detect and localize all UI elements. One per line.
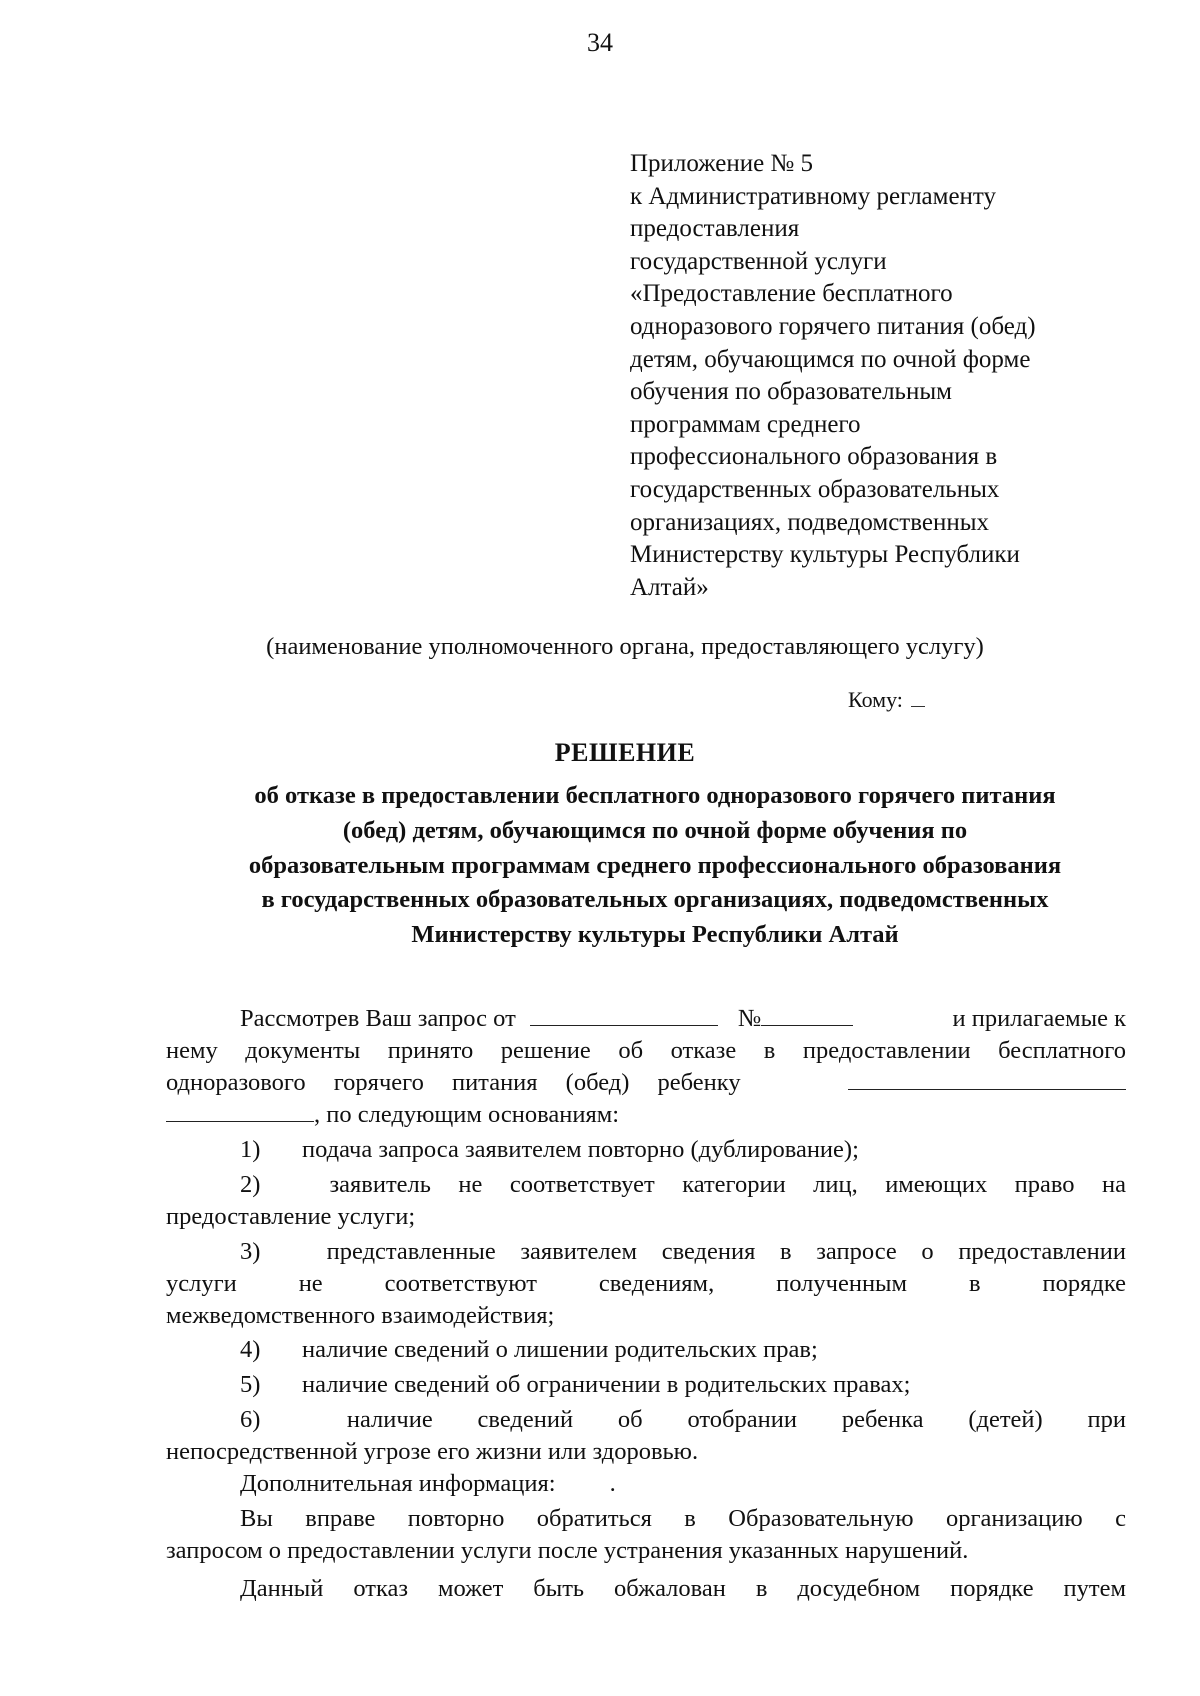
appendix-line: детям, обучающимся по очной форме [630, 345, 1031, 373]
appendix-header [630, 148, 1100, 604]
child-name-blank [848, 1069, 1126, 1090]
decision-subject-line: Министерству культуры Республики Алтай [411, 921, 899, 949]
appendix-line: Алтай» [630, 573, 709, 601]
reason-item [240, 1404, 1126, 1436]
appendix-line: одноразового горячего питания (обед) [630, 312, 1036, 340]
appendix-line: государственных образовательных [630, 475, 1000, 503]
body-line: Вы вправе повторно обратиться в Образовательную организацию с [240, 1505, 1126, 1532]
grounds-text: , по следующим основаниям: [314, 1101, 620, 1128]
body-line: Данный отказ может быть обжалован в досудебном порядке путем [240, 1575, 1126, 1602]
decision-subject-line: в государственных образовательных организациях, подведомственных [261, 886, 1049, 914]
reason-item [240, 1236, 1126, 1268]
decision-subject-line: (обед) детям, обучающимся по очной форме обучения по [342, 816, 968, 844]
appendix-line: организациях, подведомственных [630, 508, 990, 536]
reason-cont: предоставление услуги; [166, 1203, 416, 1230]
page-number: 34 [587, 28, 613, 57]
reason-item [240, 1334, 1126, 1366]
reason-text: представленные заявителем сведения в запросе о предоставлении [326, 1238, 1126, 1265]
reason-item [240, 1369, 1126, 1401]
body-line [166, 1099, 1126, 1131]
recipient-field [848, 687, 925, 713]
additional-info-label: Дополнительная информация: [240, 1470, 556, 1497]
body-line: запросом о предоставлении услуги после устранения указанных нарушений. [166, 1537, 969, 1564]
appendix-line: к Административному регламенту [630, 182, 997, 210]
request-number-blank [761, 1005, 853, 1026]
reason-text: наличие сведений об отобрании ребенка (детей) при [346, 1406, 1126, 1433]
reason-text: подача запроса заявителем повторно (дублирование); [302, 1136, 859, 1163]
recipient-blank [911, 706, 925, 707]
decision-subject-line: об отказе в предоставлении бесплатного одноразового горячего питания [254, 782, 1056, 809]
reason-text: наличие сведений об ограничении в родительских правах; [302, 1371, 911, 1398]
reason-number: 5) [240, 1371, 261, 1398]
reason-number: 6) [240, 1406, 261, 1433]
request-date-blank [530, 1005, 718, 1026]
additional-info [240, 1468, 1126, 1500]
intro-text-end: и прилагаемые к [952, 1005, 1126, 1032]
reason-number: 1) [240, 1136, 261, 1163]
appendix-line: государственной услуги [630, 247, 887, 275]
body-line: нему документы принято решение об отказе в предоставлении бесплатного [166, 1037, 1126, 1064]
reason-cont: услуги не соответствуют сведениям, полученным в порядке [166, 1270, 1126, 1297]
number-sign: № [738, 1005, 762, 1032]
appendix-line: профессионального образования в [630, 443, 998, 471]
body-line [166, 1067, 1126, 1099]
appendix-line: предоставления [630, 215, 800, 243]
appendix-line: обучения по образовательным [630, 378, 952, 406]
reason-number: 4) [240, 1336, 261, 1363]
reason-cont: непосредственной угрозе его жизни или здоровью. [166, 1438, 699, 1465]
reason-number: 3) [240, 1238, 261, 1265]
authority-name-caption: (наименование уполномоченного органа, предоставляющего услугу) [266, 633, 984, 660]
decision-subject-line: образовательным программам среднего профессионального образования [248, 851, 1062, 879]
reason-text: наличие сведений о лишении родительских прав; [302, 1336, 818, 1363]
reason-item [240, 1134, 1126, 1166]
child-name-blank-cont [166, 1101, 314, 1122]
recipient-label: Кому: [848, 687, 903, 712]
appendix-line: программам среднего [630, 410, 861, 438]
appendix-line: «Предоставление бесплатного [630, 280, 953, 308]
reason-text: заявитель не соответствует категории лиц, имеющих право на [329, 1171, 1126, 1198]
reason-item [240, 1169, 1126, 1201]
appendix-line: Приложение № 5 [630, 150, 814, 177]
intro-line [240, 1003, 1126, 1035]
child-text: одноразового горячего питания (обед) ребенку [166, 1069, 741, 1096]
appendix-line: Министерству культуры Республики [630, 541, 1020, 569]
additional-info-value: . [609, 1470, 616, 1497]
reason-cont: межведомственного взаимодействия; [166, 1302, 555, 1329]
decision-heading: РЕШЕНИЕ [554, 738, 696, 767]
intro-text: Рассмотрев Ваш запрос от [240, 1005, 516, 1032]
decision-subject [170, 779, 1140, 953]
reason-number: 2) [240, 1171, 261, 1198]
